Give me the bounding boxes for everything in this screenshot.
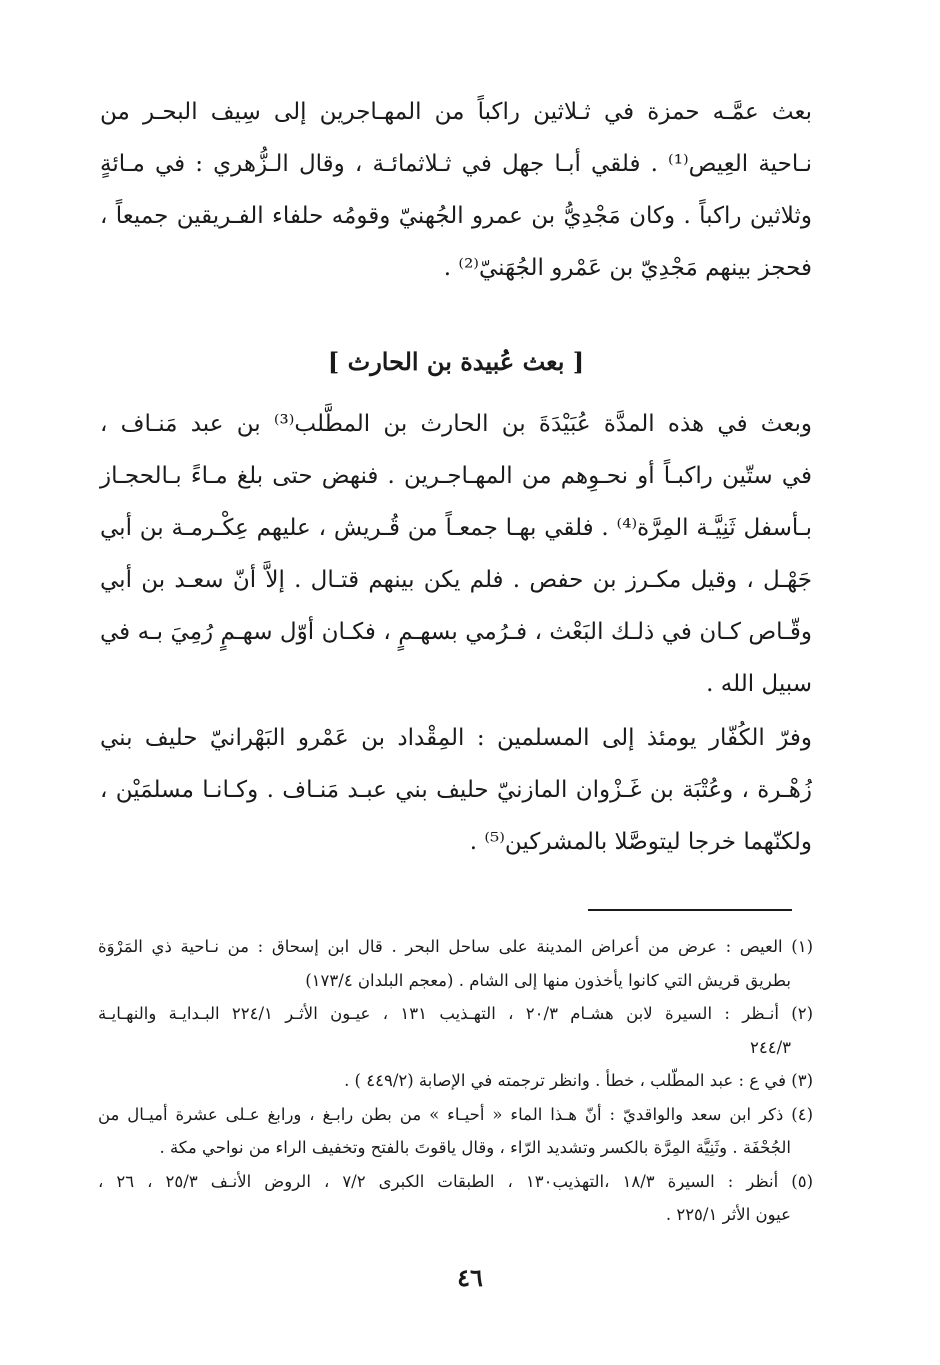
text-line: بعث عمَّـه حمزة في ثـلاثين راكباً من المهـاجرين إلى سِيف البحـر من — [100, 99, 812, 125]
text-line: ولكنّهما خرجا ليتوصَّلا بالمشركين⁽⁵⁾ . — [469, 829, 812, 855]
footnote-line: (٤) ذكر ابن سعد والواقديّ : أنّ هـذا الماء « أحيـاء » من بطن رابـغ ، ورابغ عـلى عشرة أميـال من — [98, 1104, 813, 1124]
paragraph-2 — [100, 398, 812, 710]
footnote-line: (١) العيص : عرض من أعراض المدينة على ساحل البحر . قال ابن إسحاق : من نـاحية ذي المَرْوَة — [98, 937, 813, 956]
section-heading: [ بعث عُبيدة بن الحارث ] — [327, 347, 585, 376]
text-line: وقّـاص كـان في ذلـك البَعْث ، فـرُمي بسهـمٍ ، فكـان أوّل سهـمٍ رُمِيَ بـه في — [100, 619, 812, 645]
footnote-separator — [588, 909, 792, 911]
text-line: وفرّ الكُفّار يومئذ إلى المسلمين : المِقْداد بن عَمْرو البَهْرانيّ حليف بني — [100, 725, 812, 751]
paragraph-1 — [100, 86, 812, 294]
footnote-line: (٣) في ع : عبد المطّلب ، خطأ . وانظر ترجمته في الإصابة (٤٤٩/٢ ) . — [344, 1071, 813, 1090]
text-line: بـأسفل ثَنِيَّـة المِرَّة⁽⁴⁾ . فلقي بهـا جمعـاً من قُـريش ، عليهم عِكْـرمـة بن أبي — [100, 515, 813, 541]
text-line: في ستّين راكبـاً أو نحـوِهم من المهـاجـرين . فنهض حتى بلغ مـاءً بـالحجـاز — [100, 463, 812, 489]
page-number: ٤٦ — [457, 1263, 483, 1292]
footnote-line: الجُحْفَة . وثَنِيَّة المِرَّة بالكسر وتشديد الرّاء ، وقال ياقوتَ بالفتح وتخفيف الراء من نواحي مكة . — [159, 1138, 791, 1157]
footnote-line: (٢) أنـظر : السيرة لابن هشـام ٢٠/٣ ، التهـذيب ١٣١ ، عيـون الأثـر ٢٢٤/١ البـدايـة والنهـايـة — [98, 1004, 813, 1023]
text-line: جَهْـل ، وقيل مكـرز بن حفص . فلم يكن بينهم قتـال . إلاَّ أنّ سعـد بن أبي — [100, 567, 812, 593]
paragraph-3 — [100, 712, 812, 868]
text-line: فحجز بينهم مَجْدِيّ بن عَمْرو الجُهَنيّ⁽²⁾ . — [443, 255, 812, 281]
text-line: نـاحية العِيص⁽¹⁾ . فلقي أبـا جهل في ثـلاثمائـة ، وقال الـزُّهري : في مـائةٍ — [100, 151, 812, 177]
text-line: وثلاثين راكباً . وكان مَجْدِيُّ بن عمرو الجُهنيّ وقومُه حلفاء الفـريقين جميعاً ، — [100, 203, 812, 229]
footnote-line: عيون الأثر ٢٢٥/١ . — [665, 1205, 791, 1224]
text-line: سبيل الله . — [706, 671, 812, 697]
text-line: وبعث في هذه المدَّة عُبَيْدَةَ بن الحارث بن المطَّلب⁽³⁾ بن عبد مَنـاف ، — [100, 411, 812, 437]
footnotes — [98, 930, 813, 1232]
text-line: زُهْـرة ، وعُتْبَة بن غَـزْوان المازنيّ حليف بني عبـد مَنـاف . وكـانـا مسلمَيْن ، — [100, 777, 812, 803]
footnote-line: ٢٤٤/٣ — [749, 1037, 791, 1057]
footnote-line: (٥) أنظر : السيرة ١٨/٣ ،التهذيب١٣٠ ، الطبقات الكبرى ٧/٢ ، الروض الأنـف ٢٥/٣ ، ٢٦ ، — [98, 1171, 813, 1191]
footnote-line: بطريق قريش التي كانوا يأخذون منها إلى الشام . (معجم البلدان ١٧٣/٤) — [305, 970, 791, 990]
